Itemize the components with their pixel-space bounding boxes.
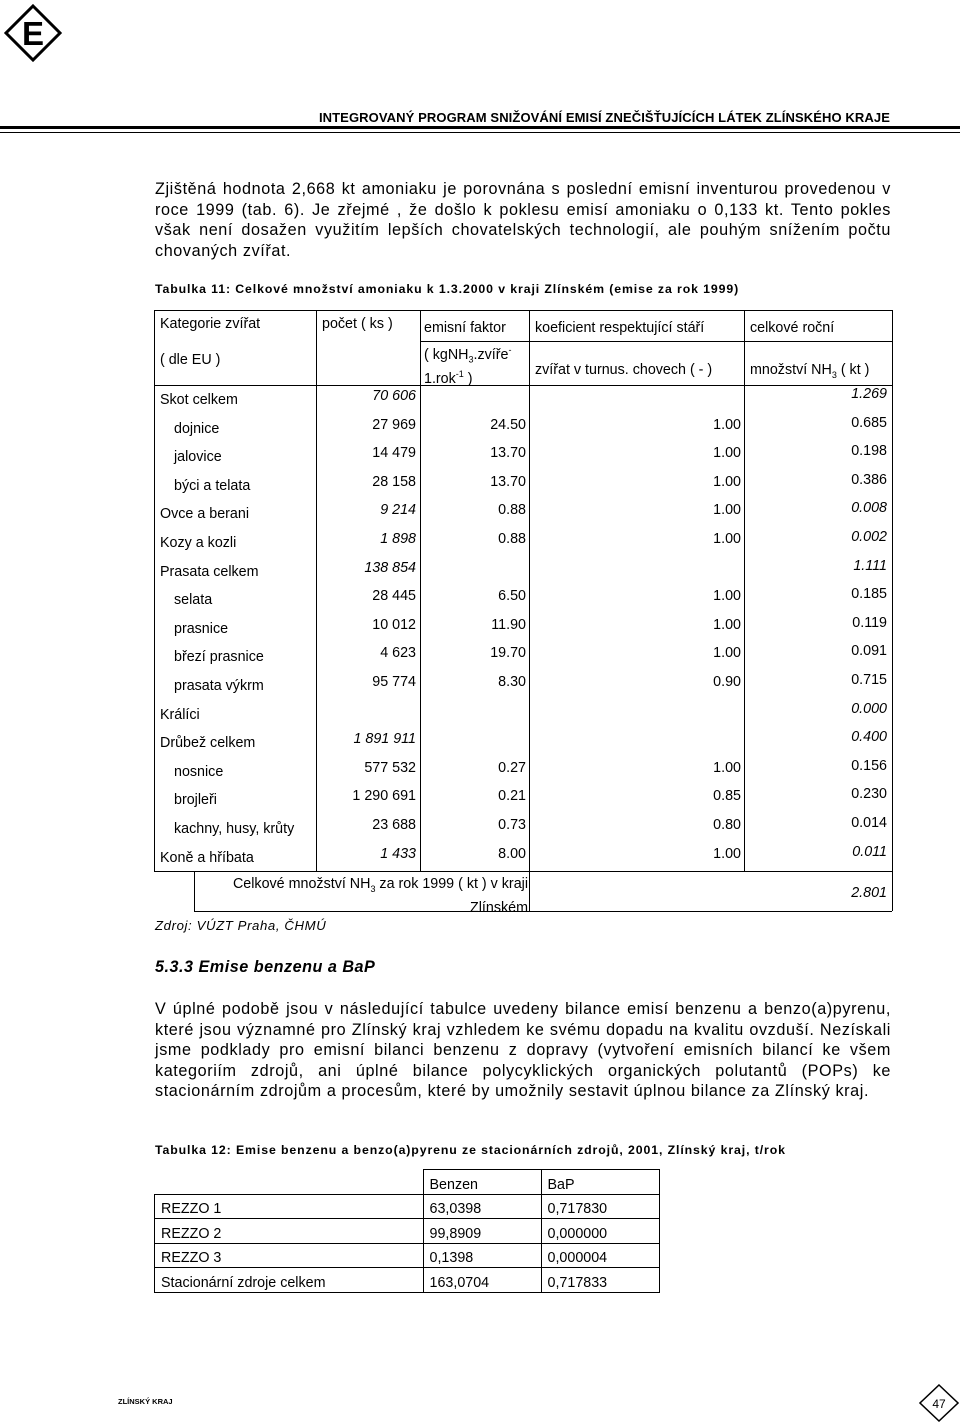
footer-region: ZLÍNSKÝ KRAJ	[118, 1397, 173, 1406]
t11-row-factor: 8.30	[498, 674, 526, 690]
t11-row-total: 0.008	[851, 500, 887, 517]
t11-col-line	[420, 310, 421, 871]
t11-row-name: kachny, husy, krůty	[174, 821, 295, 837]
t12-row-bap: 0,717830	[541, 1194, 659, 1219]
t11-col-line	[529, 871, 530, 911]
t11-row-name: Skot celkem	[160, 392, 238, 408]
t11-row-factor: 24.50	[490, 416, 526, 433]
t11-summary-label: Celkové množství $NH_3$ za rok 1999 ( kt ) v kraji Zlínském	[232, 876, 528, 916]
t11-row-name: nosnice	[174, 763, 224, 780]
t11-row-factor: 0.88	[498, 531, 526, 547]
t11-row-coef: 1.00	[713, 645, 741, 662]
t11-row-factor: 13.70	[490, 473, 526, 490]
table11	[154, 310, 892, 916]
t12-row-bap: 0,000000	[541, 1219, 659, 1244]
t11-row-name: býci a telata	[174, 477, 251, 494]
t11-border-top	[154, 310, 892, 311]
t11-row-total: 0.002	[851, 529, 887, 545]
t11-header-coef-sub: zvířat v turnus. chovech ( - )	[535, 362, 713, 378]
t11-row-factor: 6.50	[498, 588, 526, 605]
t11-row-total: 0.156	[851, 757, 887, 774]
t11-row-count: 10 012	[372, 616, 416, 633]
table12-caption: Tabulka 12: Emise benzenu a benzo(a)pyrenu ze stacionárních zdrojů, 2001, Zlínský kraj, t/rok	[155, 1143, 786, 1157]
t11-col-line	[892, 310, 893, 911]
t11-row-coef: 1.00	[713, 416, 741, 433]
t11-row-coef: 1.00	[713, 845, 741, 862]
t12-col-bap: BaP	[541, 1170, 659, 1195]
t12-row-benzen: 0,1398	[423, 1243, 541, 1268]
t11-row-total: 1.269	[851, 386, 887, 402]
t11-row-total: 0.011	[852, 843, 887, 860]
t11-row-coef: 1.00	[713, 445, 741, 462]
section-paragraph: V úplné podobě jsou v následující tabulce uvedeny bilance emisí benzenu a benzo(a)pyrenu, které jsou významné pro Zlínský kraj vzhledem ke svému dopadu na kvalitu ovzduší. Nezískali jsme podklady pro emisní bilanci benzenu z dopravy (vytvoření emisních bilancí ke všem kategoriím zdrojů, ani úplné bilance polycyklických organických polutantů (POPs) ke stacionárním zdrojům a procesům, které by umožnily sestavit úplnou bilance za Zlínský kraj.	[155, 1000, 891, 1100]
t11-row-count: 28 158	[372, 473, 416, 490]
t11-row-coef: 1.00	[713, 759, 741, 776]
t11-summary-total: 2.801	[851, 885, 887, 901]
t11-body-bottom	[154, 871, 892, 872]
t12-col-benzen: Benzen	[423, 1170, 541, 1195]
t11-header-factor-unit: ( kgNH$_3$.zvíře- 1.rok$^{-1}$ )	[424, 345, 512, 387]
t12-row-label: REZZO 1	[155, 1194, 424, 1219]
t12-row-bap: 0,000004	[541, 1243, 659, 1268]
t11-col-line	[744, 310, 745, 871]
t11-header-total-unit: množství $NH_3$ ( kt )	[750, 362, 870, 380]
t11-row-factor: 0.21	[498, 788, 526, 805]
t11-row-coef: 1.00	[713, 531, 741, 547]
t11-row-total: 0.386	[851, 471, 887, 488]
t11-row-coef: 1.00	[713, 473, 741, 490]
t12-row-label: REZZO 2	[155, 1219, 424, 1244]
t11-row-name: Prasata celkem	[160, 563, 259, 580]
header-rule-thin	[0, 132, 960, 133]
t11-row-count: 27 969	[372, 416, 416, 433]
table12	[154, 1169, 660, 1293]
t11-row-factor: 13.70	[490, 445, 526, 462]
page-number-icon	[919, 1384, 959, 1422]
t11-header-divider	[420, 341, 892, 342]
t11-row-factor: 8.00	[498, 845, 526, 862]
t12-row-benzen: 63,0398	[423, 1194, 541, 1219]
table-row	[155, 1268, 660, 1293]
t11-header-category: Kategorie zvířat	[160, 316, 261, 332]
t11-row-coef: 0.90	[713, 674, 741, 690]
source-note: Zdroj: VÚZT Praha, ČHMÚ	[155, 918, 327, 933]
t11-header-total: celkové roční	[750, 320, 835, 336]
t11-row-name: brojleři	[174, 792, 217, 809]
t11-row-coef: 0.80	[713, 817, 741, 833]
t11-row-name: jalovice	[174, 449, 222, 466]
table11-caption: Tabulka 11: Celkové množství amoniaku k 1.3.2000 v kraji Zlínském (emise za rok 1999)	[155, 282, 740, 296]
table-row	[155, 1243, 660, 1268]
t11-row-count: 28 445	[372, 588, 416, 605]
t11-row-name: Králíci	[160, 706, 200, 723]
t11-row-count: 1 290 691	[352, 788, 416, 805]
t11-row-name: Drůbež celkem	[160, 735, 256, 752]
t11-row-factor: 0.73	[498, 817, 526, 833]
t11-border-bottom	[194, 911, 892, 912]
t11-row-total: 1.111	[853, 557, 887, 574]
t11-header-factor: emisní faktor	[424, 320, 506, 336]
t11-col-line	[316, 310, 317, 871]
intro-paragraph: Zjištěná hodnota 2,668 kt amoniaku je porovnána s poslední emisní inventurou provedenou v roce 1999 (tab. 6). Je zřejmé , že došlo k poklesu emisí amoniaku o 0,133 kt. Tento pokles však není dosažen využitím lepších chovatelských technologií, ale pouhým snížením počtu chovaných zvířat.	[155, 180, 891, 260]
t11-row-factor: 0.27	[498, 759, 526, 776]
section-heading: 5.3.3 Emise benzenu a BaP	[155, 958, 376, 976]
t11-row-count: 1 898	[380, 531, 416, 547]
t11-row-factor: 0.88	[498, 502, 526, 519]
t11-header-count: počet ( ks )	[322, 316, 393, 332]
header-rule	[0, 126, 960, 129]
t11-row-count: 14 479	[372, 445, 416, 462]
t11-row-count: 1 433	[380, 845, 416, 862]
t11-row-count: 4 623	[380, 645, 416, 662]
t11-col-line	[154, 310, 155, 871]
header-title: INTEGROVANÝ PROGRAM SNIŽOVÁNÍ EMISÍ ZNEČIŠŤUJÍCÍCH LÁTEK ZLÍNSKÉHO KRAJE	[318, 110, 890, 125]
t11-row-name: prasata výkrm	[174, 678, 264, 694]
t11-row-coef: 1.00	[713, 502, 741, 519]
t11-row-name: selata	[174, 592, 213, 609]
svg-text:47: 47	[932, 1397, 946, 1411]
t11-row-name: březí prasnice	[174, 649, 264, 666]
t11-row-total: 0.400	[851, 729, 887, 746]
logo-e-icon	[4, 4, 62, 62]
t11-row-name: dojnice	[174, 420, 220, 437]
t12-row-benzen: 99,8909	[423, 1219, 541, 1244]
t11-row-coef: 1.00	[713, 588, 741, 605]
t12-row-benzen: 163,0704	[423, 1268, 541, 1293]
t11-row-coef: 1.00	[713, 616, 741, 633]
t11-header-bottom	[154, 385, 892, 386]
t11-row-count: 95 774	[372, 674, 416, 690]
t11-row-total: 0.000	[851, 700, 887, 717]
t11-row-count: 23 688	[372, 817, 416, 833]
t11-row-total: 0.685	[851, 414, 887, 431]
t11-col-line	[194, 871, 195, 911]
t11-header-category-sub: ( dle EU )	[160, 352, 221, 368]
t11-row-count: 1 891 911	[353, 731, 416, 748]
t11-row-name: prasnice	[174, 620, 229, 637]
t11-row-count: 577 532	[364, 759, 416, 776]
t11-col-line	[529, 310, 530, 871]
t12-row-label: Stacionární zdroje celkem	[155, 1268, 424, 1293]
t11-row-total: 0.715	[851, 672, 887, 688]
table-row	[155, 1194, 660, 1219]
t11-row-name: Ovce a berani	[160, 506, 250, 523]
t12-row-label: REZZO 3	[155, 1243, 424, 1268]
t11-row-total: 0.014	[851, 815, 887, 831]
t11-row-coef: 0.85	[713, 788, 741, 805]
t11-row-total: 0.198	[851, 443, 887, 460]
t11-header-coef: koeficient respektující stáří	[535, 320, 705, 336]
svg-text:E: E	[21, 15, 45, 52]
t11-row-total: 0.119	[852, 614, 887, 631]
t12-row-bap: 0,717833	[541, 1268, 659, 1293]
t11-row-count: 9 214	[380, 502, 416, 519]
t11-row-total: 0.185	[851, 586, 887, 603]
t12-header-row	[155, 1170, 660, 1195]
t11-row-name: Kozy a kozli	[160, 535, 237, 551]
t11-row-factor: 11.90	[491, 616, 526, 633]
t11-row-count: 70 606	[372, 388, 416, 404]
t11-row-total: 0.091	[851, 643, 887, 660]
t11-row-factor: 19.70	[490, 645, 526, 662]
t11-row-count: 138 854	[364, 559, 416, 576]
table-row	[155, 1219, 660, 1244]
t11-row-total: 0.230	[851, 786, 887, 803]
t11-row-name: Koně a hříbata	[160, 849, 254, 866]
